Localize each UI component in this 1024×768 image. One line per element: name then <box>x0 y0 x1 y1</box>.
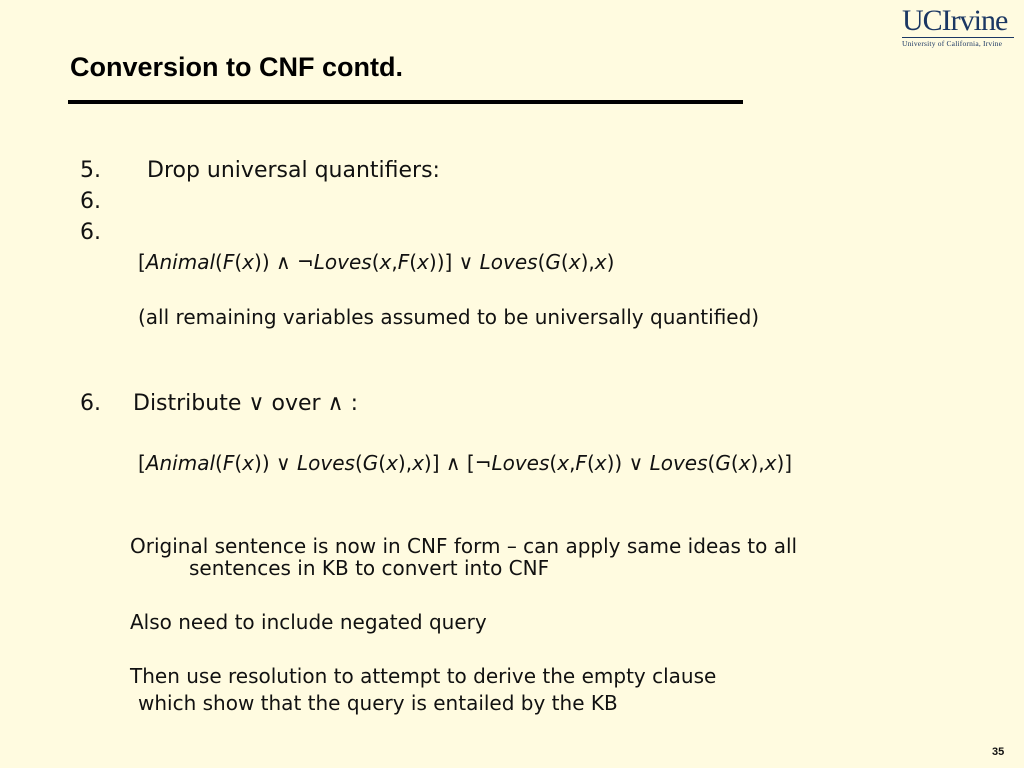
formula2-bracket: [ <box>138 451 146 475</box>
formula2-animal: Animal <box>145 451 216 475</box>
formula2-paren: ), <box>397 451 413 475</box>
formula2-paren: ), <box>750 451 765 475</box>
logo-wordmark: UCIrvine <box>902 4 1008 37</box>
formula1-paren: ( <box>371 250 380 274</box>
formula1-paren: ( <box>537 250 546 274</box>
formula1-loves: Loves <box>313 250 372 274</box>
formula1-paren: ( <box>409 250 418 274</box>
step-6a <box>80 189 101 214</box>
formula2-paren: ( <box>707 451 716 475</box>
formula1-paren: ( <box>234 250 243 274</box>
slide-title: Conversion to CNF contd. <box>70 52 403 82</box>
and-symbol: ∧ <box>327 391 344 416</box>
formula2-loves: Loves <box>491 451 550 475</box>
step-6c-label-mid: over <box>264 391 328 416</box>
formula2-x: x <box>386 451 398 475</box>
step-6b <box>80 220 101 245</box>
formula1-paren: ) <box>606 250 615 274</box>
formula1-x: x <box>242 250 255 274</box>
logo-subtitle: University of California, Irvine <box>902 39 1003 48</box>
step-6a-number: 6. <box>80 189 101 214</box>
formula2-paren: ( <box>586 451 595 475</box>
formula2-paren: ( <box>234 451 243 475</box>
formula1-paren: ))] <box>428 250 459 274</box>
formula2-G: G <box>715 451 731 475</box>
formula1-animal: Animal <box>145 250 216 274</box>
formula2-F: F <box>222 451 235 475</box>
uci-logo <box>900 4 1018 48</box>
step-5-label: Drop universal quantifiers: <box>147 158 440 183</box>
formula1-loves: Loves <box>479 250 538 274</box>
formula2-x: x <box>242 451 255 475</box>
formula2-paren: ( <box>549 451 558 475</box>
formula1-F: F <box>222 250 235 274</box>
formula2-paren: )) <box>606 451 629 475</box>
formula2-not-bracket: [¬ <box>460 451 492 475</box>
step-6b-number: 6. <box>80 220 101 245</box>
formula2-or-symbol: ∨ <box>275 451 291 475</box>
formula2-or-symbol: ∨ <box>628 451 644 475</box>
formula2-x: x <box>557 451 570 475</box>
negated-query-note: Also need to include negated query <box>130 610 487 634</box>
cnf-summary-line-1: Original sentence is now in CNF form – can apply same ideas to all <box>130 534 798 558</box>
page-number: 35 <box>992 746 1005 758</box>
formula2-paren: ( <box>378 451 387 475</box>
formula1-F: F <box>397 250 410 274</box>
cnf-summary-line-2: sentences in KB to convert into CNF <box>189 556 550 580</box>
formula2-x: x <box>764 451 777 475</box>
formula1-paren: ), <box>580 250 595 274</box>
formula2-x: x <box>594 451 607 475</box>
formula-after-dropping-quantifiers <box>138 250 614 274</box>
or-symbol: ∨ <box>248 391 265 416</box>
quantifier-note: (all remaining variables assumed to be universally quantified) <box>138 305 760 329</box>
formula2-paren: )] <box>423 451 446 475</box>
formula1-and-symbol: ∧ <box>275 250 291 274</box>
formula2-loves: Loves <box>649 451 708 475</box>
formula2-paren: ( <box>730 451 739 475</box>
formula1-x: x <box>417 250 429 274</box>
formula1-paren: ( <box>560 250 569 274</box>
formula2-comma: , <box>569 451 576 475</box>
resolution-line-1: Then use resolution to attempt to derive the empty clause <box>130 664 717 688</box>
resolution-line-2: which show that the query is entailed by the KB <box>138 691 618 715</box>
formula2-x: x <box>738 451 751 475</box>
formula1-not-symbol: ¬ <box>290 250 314 274</box>
formula1-paren: ( <box>215 250 223 274</box>
formula1-comma: , <box>391 250 398 274</box>
formula-after-distribution <box>138 451 792 475</box>
step-5-number: 5. <box>80 158 101 183</box>
formula2-paren: )] <box>776 451 793 475</box>
step-5 <box>80 158 440 183</box>
formula1-G: G <box>545 250 561 274</box>
formula2-loves: Loves <box>296 451 355 475</box>
step-6c-label-end: : <box>343 391 359 416</box>
formula2-G: G <box>362 451 379 475</box>
formula2-paren: ( <box>354 451 363 475</box>
step-6-distribute <box>80 391 358 416</box>
formula1-x: x <box>594 250 607 274</box>
step-6c-label: Distribute <box>133 391 249 416</box>
formula1-bracket: [ <box>138 250 146 274</box>
formula2-x: x <box>412 451 424 475</box>
formula1-x: x <box>379 250 392 274</box>
formula2-F: F <box>575 451 587 475</box>
formula1-x: x <box>568 250 581 274</box>
formula2-paren: ( <box>215 451 223 475</box>
logo-divider <box>902 37 1014 38</box>
title-underline <box>68 100 743 104</box>
formula2-and-symbol: ∧ <box>445 451 461 475</box>
formula1-or-symbol: ∨ <box>458 250 480 274</box>
step-6c-number: 6. <box>80 391 101 416</box>
formula1-paren: )) <box>254 250 276 274</box>
formula2-paren: )) <box>254 451 276 475</box>
